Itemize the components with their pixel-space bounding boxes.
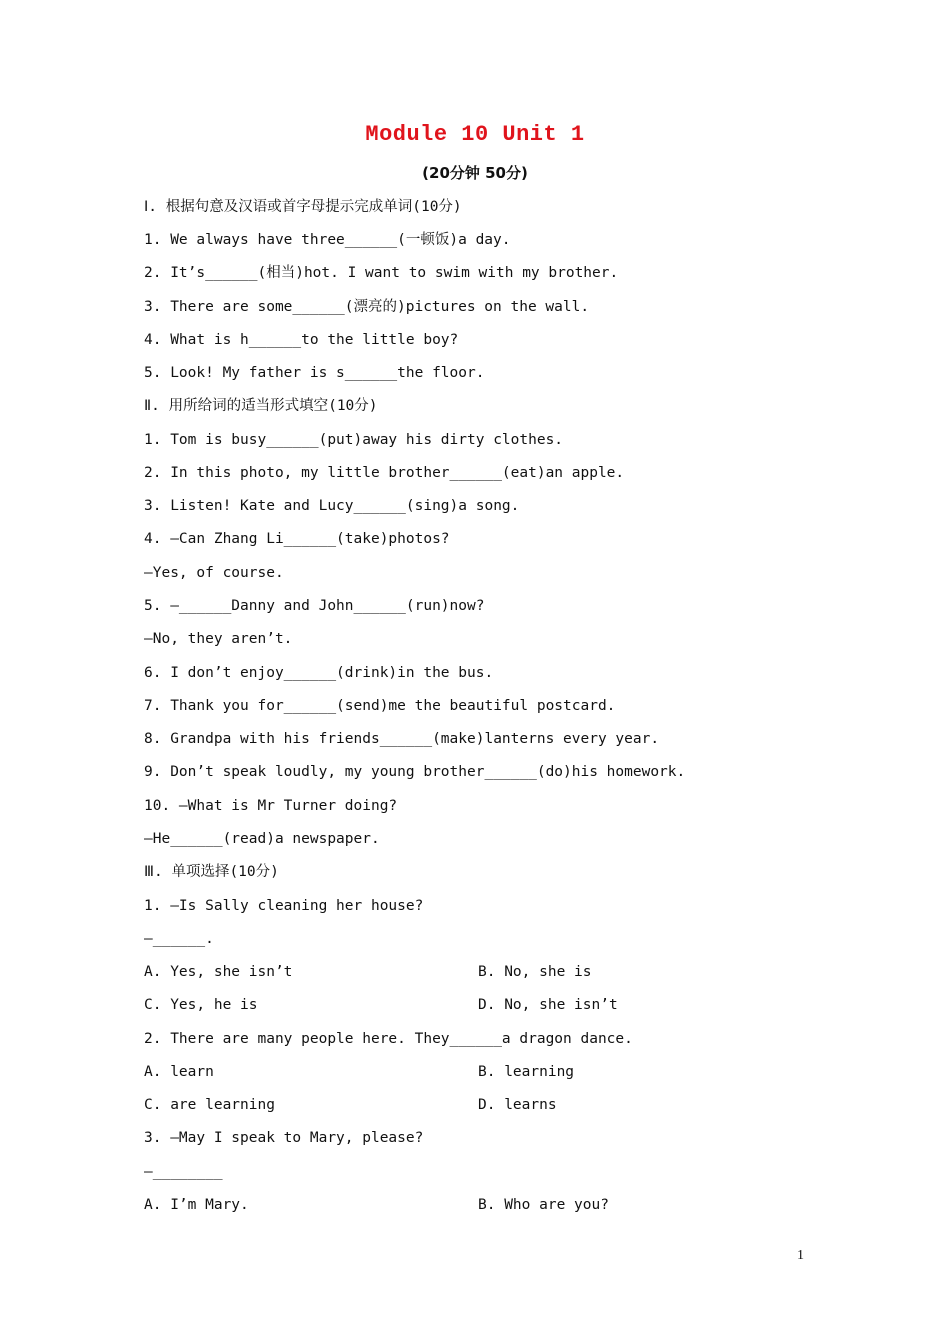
mc-option-a: A. Yes, she isn’t: [144, 964, 293, 980]
question-item: 1. Tom is busy______(put)away his dirty clothes.: [144, 432, 564, 448]
page-number: 1: [797, 1248, 804, 1263]
question-item: 3. Listen! Kate and Lucy______(sing)a song.: [144, 498, 520, 514]
question-item: 7. Thank you for______(send)me the beautiful postcard.: [144, 698, 616, 714]
question-item: 4. —Can Zhang Li______(take)photos?: [144, 531, 450, 547]
question-item: 9. Don’t speak loudly, my young brother______(do)his homework.: [144, 764, 686, 780]
mc-option-d: D. No, she isn’t: [478, 997, 618, 1013]
mc-option-b: B. No, she is: [478, 964, 592, 980]
mc-answer-blank: —______.: [144, 931, 214, 947]
page-title: Module 10 Unit 1: [365, 122, 585, 147]
section-heading: Ⅲ. 单项选择(10分): [144, 864, 279, 880]
question-item: 4. What is h______to the little boy?: [144, 332, 459, 348]
mc-option-a: A. learn: [144, 1064, 214, 1080]
question-item: 10. —What is Mr Turner doing?: [144, 798, 398, 814]
mc-option-c: C. are learning: [144, 1097, 275, 1113]
mc-option-d: D. learns: [478, 1097, 557, 1113]
question-item: 2. It’s______(相当)hot. I want to swim with my brother.: [144, 265, 619, 281]
mc-question-stem: 1. —Is Sally cleaning her house?: [144, 898, 424, 914]
answer-line: —No, they aren’t.: [144, 631, 293, 647]
mc-question-stem: 3. —May I speak to Mary, please?: [144, 1130, 424, 1146]
question-item: 5. Look! My father is s______the floor.: [144, 365, 485, 381]
question-item: 8. Grandpa with his friends______(make)lanterns every year.: [144, 731, 660, 747]
question-item: 5. —______Danny and John______(run)now?: [144, 598, 485, 614]
question-item: 2. In this photo, my little brother______(eat)an apple.: [144, 465, 625, 481]
mc-option-b: B. Who are you?: [478, 1197, 609, 1213]
answer-line: —Yes, of course.: [144, 565, 284, 581]
question-item: 6. I don’t enjoy______(drink)in the bus.: [144, 665, 494, 681]
mc-option-c: C. Yes, he is: [144, 997, 258, 1013]
page-subtitle: (20分钟 50分): [422, 164, 528, 182]
question-item: 3. There are some______(漂亮的)pictures on the wall.: [144, 299, 590, 315]
section-heading: Ⅰ. 根据句意及汉语或首字母提示完成单词(10分): [144, 199, 462, 215]
question-item: 1. We always have three______(一顿饭)a day.: [144, 232, 511, 248]
mc-option-b: B. learning: [478, 1064, 575, 1080]
mc-question-stem: 2. There are many people here. They______a dragon dance.: [144, 1031, 633, 1047]
mc-answer-blank: —________: [144, 1164, 223, 1180]
section-heading: Ⅱ. 用所给词的适当形式填空(10分): [144, 398, 378, 414]
answer-line: —He______(read)a newspaper.: [144, 831, 380, 847]
mc-option-a: A. I’m Mary.: [144, 1197, 249, 1213]
